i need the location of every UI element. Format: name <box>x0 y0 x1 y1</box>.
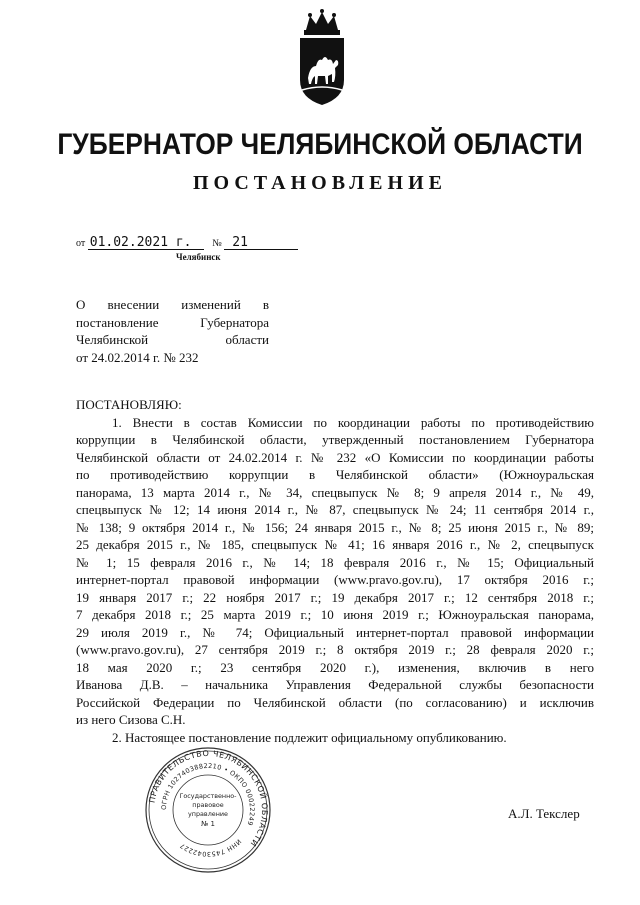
document-date: 01.02.2021 г. <box>88 236 204 250</box>
body-line: № 1; 15 февраля 2016 г., № 14; 18 февраля 2016 г., № 15; Официальный <box>76 554 594 570</box>
official-seal <box>144 746 272 874</box>
document-number: 21 <box>224 236 298 250</box>
date-number-line <box>76 236 298 250</box>
from-label: от <box>76 238 86 249</box>
body-line: 18 мая 2020 г.; 23 сентября 2020 г.), изменения, включив в него <box>76 659 594 675</box>
body-line: 2. Настоящее постановление подлежит официальному опубликованию. <box>112 729 507 745</box>
body-line: № 138; 9 октября 2014 г., № 156; 24 января 2015 г., № 8; 25 июня 2015 г., № 89; <box>76 519 594 535</box>
subject-line: от 24.02.2014 г. № 232 <box>76 349 199 365</box>
number-label: № <box>212 238 222 249</box>
body-line: 19 января 2017 г.; 22 ноября 2017 г.; 19 декабря 2017 г.; 12 сентября 2018 г.; <box>76 589 594 605</box>
issuer-title: ГУБЕРНАТОР ЧЕЛЯБИНСКОЙ ОБЛАСТИ <box>57 128 583 161</box>
body-line: из него Сизова С.Н. <box>76 712 186 727</box>
decree-body <box>76 396 594 746</box>
decree-word: ПОСТАНОВЛЯЮ: <box>76 397 182 412</box>
body-line: Иванова Д.В. – начальника Управления Федеральной службы безопасности <box>76 677 594 692</box>
subject-line: постановление Губернатора <box>76 314 269 330</box>
body-line: по противодействию коррупции в Челябинской области» (Южноуральская <box>76 467 594 482</box>
body-line: (www.pravo.gov.ru), 27 сентября 2019 г.; 8 октября 2019 г.; 28 февраля 2020 г.; <box>76 642 594 657</box>
signatory-name: А.Л. Текслер <box>508 806 580 821</box>
body-line: интернет-портал правовой информации (www.pravo.gov.ru), 17 октября 2016 г.; <box>76 572 594 587</box>
body-line: 25 декабря 2015 г., № 185, спецвыпуск № 41; 16 января 2016 г., № 2, спецвыпуск <box>76 537 594 552</box>
document-type-title: ПОСТАНОВЛЕНИЕ <box>193 172 447 194</box>
body-line: 1. Внести в состав Комиссии по координации работы по противодействию <box>112 414 594 430</box>
seal-center-line: № 1 <box>201 820 215 828</box>
body-line: 29 июля 2019 г., № 74; Официальный интернет-портал правовой информации <box>76 624 594 640</box>
seal-ids-text: ОГРН 1027403882210 • ОКПО 00022249 <box>159 761 257 827</box>
body-line: спецвыпуск № 12; 14 июня 2014 г., № 87, спецвыпуск № 24; 11 сентября 2014 г., <box>76 502 594 517</box>
body-line: Челябинской области от 24.02.2014 г. № 232 «О Комиссии по координации работы <box>76 449 594 465</box>
city-label: Челябинск <box>176 252 221 262</box>
svg-text:ИНН 7453042227 <box>178 837 242 858</box>
seal-outer-text: ПРАВИТЕЛЬСТВО ЧЕЛЯБИНСКОЙ ОБЛАСТИ <box>147 748 270 849</box>
seal-center-line: Государственно- <box>179 792 237 800</box>
body-line: панорама, 13 марта 2014 г., № 34, спецвыпуск № 8; 9 апреля 2014 г., № 49, <box>76 484 594 500</box>
body-line: коррупции в Челябинской области, утвержденный постановлением Губернатора <box>76 432 594 447</box>
coat-of-arms-emblem <box>292 8 352 108</box>
subject-line: О внесении изменений в <box>76 297 269 312</box>
seal-center-line: управление <box>188 810 228 818</box>
seal-center-line: правовое <box>192 801 224 809</box>
seal-inn-text: ИНН 7453042227 <box>178 837 243 859</box>
body-line: Российской Федерации по Челябинской области (по согласованию) и исключив <box>76 694 594 710</box>
subject-line: Челябинской области <box>76 332 269 347</box>
body-line: 7 декабря 2018 г.; 25 марта 2019 г.; 10 июня 2019 г.; Южноуральская панорама, <box>76 607 594 622</box>
subject-block <box>76 296 269 366</box>
